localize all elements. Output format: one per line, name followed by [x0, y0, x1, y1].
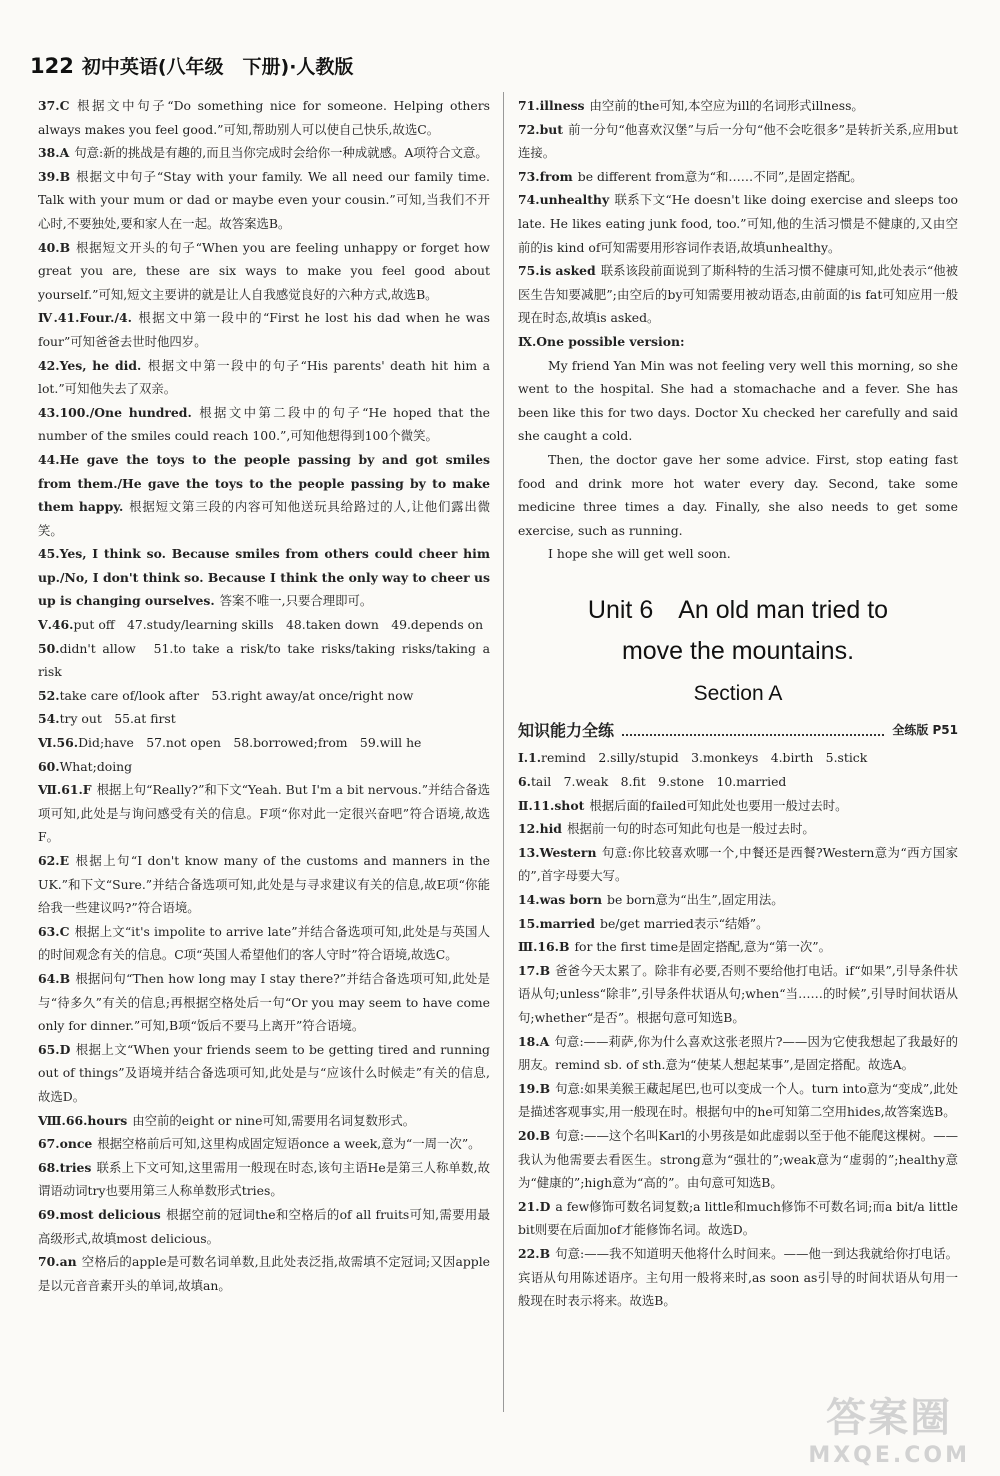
- answer-item: [38, 1250, 490, 1297]
- answer-item: [38, 236, 490, 307]
- item-answer: Western: [539, 844, 597, 860]
- item-answer: Yes, he did.: [59, 357, 142, 373]
- dotted-leader: [622, 734, 884, 736]
- item-answer: A: [539, 1033, 550, 1049]
- item-number: 50.: [38, 640, 60, 656]
- item-number: 13.: [518, 844, 540, 860]
- item-number: 40.: [38, 239, 60, 255]
- item-explanation: take care of/look after 53.right away/at once/right now: [59, 687, 414, 703]
- item-answer: unhealthy: [539, 192, 610, 208]
- item-number: 12.: [518, 821, 540, 837]
- item-answer: married: [539, 915, 596, 931]
- answer-list-unit5: [518, 94, 958, 330]
- item-explanation: What;doing: [59, 758, 133, 774]
- item-answer: A: [59, 145, 70, 161]
- item-explanation: 根据后面的failed可知此处也要用一般过去时。: [589, 797, 848, 813]
- answer-item: [38, 401, 490, 448]
- unit-title: [518, 590, 958, 672]
- item-answer: shot: [554, 797, 585, 813]
- item-number: 54.: [38, 711, 60, 727]
- item-explanation: 根据空前的冠词the和空格后的of all fruits可知,需要用最高级形式,故填most delicious。: [38, 1206, 490, 1246]
- item-explanation: 根据上句“I don't know many of the customs and manners in the UK.”和下文“Sure.”并结合备选项可知,此处是与寻求建议有关的信息,故E项“你能给我一些建议吗?”符合语境。: [38, 853, 490, 916]
- item-explanation: 根据前一句的时态可知此句也是一般过去时。: [566, 821, 815, 837]
- item-explanation: 联系上下文可知,这里需用一般现在时态,该句主语He是第三人称单数,故谓语动词try也要用第三人称单数形式tries。: [38, 1159, 490, 1199]
- item-number: 73.: [518, 168, 540, 184]
- answer-item: [518, 94, 958, 118]
- item-answer: E: [59, 853, 70, 868]
- item-number: 44.: [38, 451, 60, 467]
- answer-item: [518, 165, 958, 189]
- practice-header: [518, 719, 958, 743]
- answer-item: [38, 707, 490, 731]
- item-explanation: 句意:——我不知道明天他将什么时间来。——他一到达我就给你打电话。宾语从句用陈述语序。主句用一般将来时,as soon as引导的时间状语从句用一般现在时表示将来。故选B。: [518, 1245, 958, 1309]
- answer-item: [518, 770, 958, 794]
- item-number: 20.: [518, 1127, 540, 1143]
- item-answer: C: [59, 923, 70, 939]
- essay-title: Ⅸ.One possible version:: [518, 333, 685, 349]
- item-number: Ⅲ.16.: [518, 939, 559, 955]
- answer-item: [518, 959, 958, 1030]
- item-explanation: 联系该段前面说到了斯科特的生活习惯不健康可知,此处表示“他被医生告知要减肥”;由空后的by可知需要用被动语态,由前面的is fat可知应用一般现在时态,故填is asked。: [518, 263, 958, 326]
- item-answer: C: [59, 98, 70, 113]
- watermark-sub: MXQE.COM: [808, 1443, 970, 1468]
- item-number: Ⅰ.1.: [518, 750, 542, 766]
- item-answer: B: [539, 1127, 551, 1143]
- answer-item: [518, 888, 958, 912]
- answer-item: [518, 912, 958, 936]
- item-explanation: 根据短文开头的句子“When you are feeling unhappy or forget how great you are, these are six ways to make you feel good about yourself.”可知,短文主要讲的就是让人自我感觉良好的六种方式,故选B。: [38, 239, 490, 302]
- item-answer: Yes, I think so. Because smiles from others could cheer him up./No, I don't think so. Because I think the only way to cheer us up is changing ourselves.: [38, 546, 490, 609]
- item-explanation: remind 2.silly/stupid 3.monkeys 4.birth 5.stick: [541, 750, 868, 766]
- practice-title: 知识能力全练: [518, 720, 615, 740]
- item-answer: once: [59, 1136, 93, 1152]
- item-explanation: 句意:新的挑战是有趣的,而且当你完成时会给你一种成就感。A项符合文意。: [74, 145, 488, 161]
- answer-item: [518, 841, 958, 888]
- answer-item: [38, 306, 490, 353]
- item-number: Ⅴ.46.: [38, 617, 74, 633]
- answer-item: [38, 849, 490, 920]
- item-number: Ⅵ.56.: [38, 735, 79, 751]
- item-number: 69.: [38, 1206, 60, 1222]
- item-explanation: put off 47.study/learning skills 48.taken down 49.depends on: [73, 617, 484, 633]
- item-number: 72.: [518, 121, 540, 137]
- item-number: Ⅳ.41.: [38, 310, 80, 326]
- item-number: 67.: [38, 1136, 60, 1152]
- answer-item: [38, 94, 490, 141]
- item-explanation: 根据上文“it's impolite to arrive late”并结合备选项可知,此处是与英国人的时间观念有关的信息。C项“英国人希望他们的客人守时”符合语境,故选C。: [38, 923, 490, 963]
- answer-item: [38, 637, 490, 684]
- answer-item: [38, 920, 490, 967]
- answer-item: [518, 1195, 958, 1242]
- item-explanation: for the first time是固定搭配,意为“第一次”。: [574, 939, 831, 955]
- item-explanation: be different from意为“和……不同”,是固定搭配。: [577, 168, 863, 184]
- item-answer: but: [539, 121, 563, 137]
- item-explanation: 根据问句“Then how long may I stay there?”并结合备选项可知,此处是与“待多久”有关的信息;再根据空格处后一句“Or you may seem to have come only for dinner.”可知,B项“饭后不要马上离开”符合语境。: [38, 970, 490, 1034]
- item-explanation: 根据文中第一段中的“First he lost his dad when he was four”可知爸爸去世时他四岁。: [38, 310, 490, 349]
- page-number: 122: [30, 54, 74, 78]
- item-number: 65.: [38, 1041, 60, 1057]
- item-answer: 100./One hundred.: [59, 404, 192, 420]
- item-answer: D: [59, 1041, 71, 1057]
- item-answer: hid: [539, 821, 562, 837]
- item-answer: Four./4.: [79, 310, 132, 326]
- essay-paragraph: My friend Yan Min was not feeling very well this morning, so she went to the hospital. She had a stomachache and a fever. She has been like this for two days. Doctor Xu checked her carefully and said she caught a cold.: [518, 357, 958, 444]
- item-answer: B: [59, 168, 71, 184]
- item-number: Ⅷ.66.: [38, 1112, 88, 1128]
- answer-item: [38, 1203, 490, 1250]
- item-number: 71.: [518, 98, 540, 113]
- item-explanation: Did;have 57.not open 58.borrowed;from 59.will he: [78, 735, 422, 751]
- item-explanation: 根据文中第一段中的句子“His parents' death hit him a lot.”可知他失去了双亲。: [38, 357, 490, 397]
- item-number: 62.: [38, 853, 60, 868]
- item-number: 70.: [38, 1254, 60, 1270]
- item-explanation: 答案不唯一,只要合理即可。: [219, 593, 373, 609]
- answer-item: [38, 755, 490, 779]
- answer-item: [38, 967, 490, 1038]
- item-explanation: 根据上句“Really?”和下文“Yeah. But I'm a bit nervous.”并结合备选项可知,此处是与询问感受有关的信息。F项“你对此一定很兴奋吧”符合语境,故选F。: [38, 782, 490, 845]
- answer-item: [38, 141, 490, 165]
- answer-item: [38, 613, 490, 637]
- item-number: 18.: [518, 1033, 540, 1049]
- item-answer: an: [59, 1254, 77, 1270]
- item-number: 38.: [38, 145, 60, 161]
- left-column: [38, 94, 490, 1297]
- item-answer: from: [539, 168, 573, 184]
- right-column: [518, 94, 958, 1313]
- watermark-logo: [808, 1386, 970, 1468]
- item-number: 17.: [518, 962, 540, 978]
- item-explanation: 句意:如果美猴王藏起尾巴,也可以变成一个人。turn into意为“变成”,此处是描述客观事实,用一般现在时。根据句中的he可知第二空用hides,故答案选B。: [518, 1080, 958, 1120]
- item-number: Ⅶ.61.: [38, 782, 83, 798]
- item-answer: B: [539, 962, 551, 978]
- book-title: 初中英语(八年级 下册)·人教版: [81, 56, 354, 78]
- answer-item: [38, 542, 490, 613]
- item-number: 43.: [38, 404, 60, 420]
- item-number: 39.: [38, 168, 60, 184]
- item-answer: F: [82, 782, 92, 798]
- answer-item: [518, 1242, 958, 1313]
- unit-title-line: move the mountains.: [621, 636, 855, 665]
- essay-paragraph: I hope she will get well soon.: [548, 546, 731, 562]
- item-number: 74.: [518, 192, 540, 208]
- item-explanation: 根据文中句子“Do something nice for someone. Helping others always makes you feel good.”可知,帮助别人可以使自己快乐,故选C。: [38, 98, 490, 137]
- item-answer: D: [539, 1198, 551, 1214]
- item-explanation: 句意:——这个名叫Karl的小男孩是如此虚弱以至于他不能爬这棵树。——我认为他需要去看医生。strong意为“强壮的”;weak意为“虚弱的”;healthy意为“健康的”;high意为“高的”。由句意可知选B。: [518, 1127, 958, 1191]
- section-title: Section A: [693, 681, 783, 705]
- item-explanation: 根据文中第二段中的句子“He hoped that the number of the smiles could reach 100.”,可知他想得到100个微笑。: [38, 404, 491, 444]
- answer-item: [518, 794, 958, 818]
- essay-paragraph: Then, the doctor gave her some advice. First, stop eating fast food and drink more hot water every day. Second, take some medicine three times a day. Finally, she also needs to get some exercise, such as running.: [518, 451, 958, 538]
- item-explanation: 根据上文“When your friends seem to be getting tired and running out of things”及语境并结合备选项可知,此处是与“应该什么时候走”有关的信息,故选D。: [38, 1041, 490, 1104]
- item-explanation: 根据文中句子“Stay with your family. We all need our family time. Talk with your mum or dad or maybe even your cousin.”可知,当我们不开心时,不要独处,要和家人在一起。故答案选B。: [38, 168, 490, 231]
- answer-item: [38, 778, 490, 849]
- watermark-main: 答案圈: [826, 1395, 953, 1441]
- answer-item: [38, 1132, 490, 1156]
- answer-item: [38, 1156, 490, 1203]
- item-explanation: try out 55.at first: [59, 711, 176, 727]
- item-answer: B: [59, 239, 71, 255]
- item-explanation: 根据空格前后可知,这里构成固定短语once a week,意为“一周一次”。: [97, 1136, 481, 1152]
- item-explanation: 由空前的eight or nine可知,需要用名词复数形式。: [132, 1112, 416, 1128]
- item-explanation: 前一分句“他喜欢汉堡”与后一分句“他不会吃很多”是转折关系,应用but连接。: [518, 121, 958, 161]
- item-explanation: 联系下文“He doesn't like doing exercise and sleeps too late. He likes eating junk food, too.”可知,他的生活习惯是不健康的,又由空前的is kind of可知需要用形容词作表语,故填unhealthy。: [518, 192, 958, 255]
- item-number: 14.: [518, 892, 540, 908]
- item-number: 22.: [518, 1245, 540, 1261]
- answer-item: [518, 935, 958, 959]
- item-number: 6.: [518, 774, 531, 790]
- answer-item: [518, 1077, 958, 1124]
- answer-list-unit6: [518, 746, 958, 1312]
- answer-item: [38, 684, 490, 708]
- item-explanation: be born意为“出生”,固定用法。: [607, 892, 784, 908]
- item-number: 19.: [518, 1080, 540, 1096]
- item-explanation: 句意:你比较喜欢哪一个,中餐还是西餐?Western意为“西方国家的”,首字母要大写。: [518, 844, 958, 884]
- answer-item: [518, 817, 958, 841]
- item-number: 68.: [38, 1159, 60, 1175]
- answer-item: [38, 1038, 490, 1109]
- item-answer: B: [539, 1245, 551, 1261]
- item-number: Ⅱ.11.: [518, 797, 555, 813]
- item-number: 21.: [518, 1198, 540, 1214]
- item-number: 15.: [518, 915, 540, 931]
- item-number: 52.: [38, 687, 60, 703]
- item-number: 63.: [38, 923, 60, 939]
- answer-item: [518, 118, 958, 165]
- item-explanation: a few修饰可数名词复数;a little和much修饰不可数名词;而a bit/a little bit则要在后面加of才能修饰名词。故选D。: [518, 1198, 958, 1238]
- item-explanation: 句意:——莉萨,你为什么喜欢这张老照片?——因为它使我想起了我最好的朋友。remind sb. of sth.意为“使某人想起某事”,是固定搭配。故选A。: [518, 1033, 958, 1073]
- answer-item: [518, 259, 958, 330]
- item-explanation: be/get married表示“结婚”。: [600, 915, 769, 931]
- answer-item: [38, 354, 490, 401]
- item-explanation: 空格后的apple是可数名词单数,且此处表泛指,故需填不定冠词;又因apple是以元音音素开头的单词,故填an。: [38, 1254, 490, 1293]
- answer-item: [38, 731, 490, 755]
- item-answer: was born: [539, 892, 603, 908]
- item-explanation: didn't allow 51.to take a risk/to take risks/taking risks/taking a risk: [38, 640, 490, 680]
- item-answer: is asked: [539, 263, 596, 279]
- answer-item: [518, 746, 958, 770]
- item-explanation: 根据短文第三段的内容可知他送玩具给路过的人,让他们露出微笑。: [38, 499, 490, 538]
- unit-title-line: Unit 6 An old man tried to: [587, 595, 889, 624]
- item-answer: hours: [87, 1112, 128, 1128]
- item-number: 42.: [38, 357, 60, 373]
- item-answer: most delicious: [59, 1206, 161, 1222]
- item-answer: tries: [59, 1159, 92, 1175]
- item-number: 45.: [38, 546, 60, 562]
- page-header: [30, 52, 353, 79]
- column-divider: [503, 92, 504, 1412]
- item-number: 75.: [518, 263, 540, 279]
- answer-item: [518, 188, 958, 259]
- item-answer: B: [539, 1080, 551, 1096]
- answer-item: [518, 1124, 958, 1195]
- item-answer: He gave the toys to the people passing by and got smiles from them./He gave the toys to the people passing by to make them happy.: [38, 451, 490, 515]
- item-explanation: 由空前的the可知,本空应为ill的名词形式illness。: [589, 98, 864, 113]
- answer-item: [518, 1030, 958, 1077]
- answer-item: [38, 1109, 490, 1133]
- item-answer: illness: [539, 98, 585, 113]
- item-answer: B: [59, 970, 71, 986]
- item-explanation: tail 7.weak 8.fit 9.stone 10.married: [530, 774, 787, 790]
- item-number: 64.: [38, 970, 60, 986]
- answer-item: [38, 165, 490, 236]
- item-answer: B: [558, 939, 570, 955]
- item-number: 37.: [38, 98, 60, 113]
- answer-item: [38, 448, 490, 542]
- practice-page-ref: 全练版 P51: [892, 722, 958, 737]
- item-explanation: 爸爸今天太累了。除非有必要,否则不要给他打电话。if“如果”,引导条件状语从句;unless“除非”,引导条件状语从句;when“当……的时候”,引导时间状语从句;whether“是否”。根据句意可知选B。: [518, 962, 958, 1025]
- item-number: 60.: [38, 758, 60, 774]
